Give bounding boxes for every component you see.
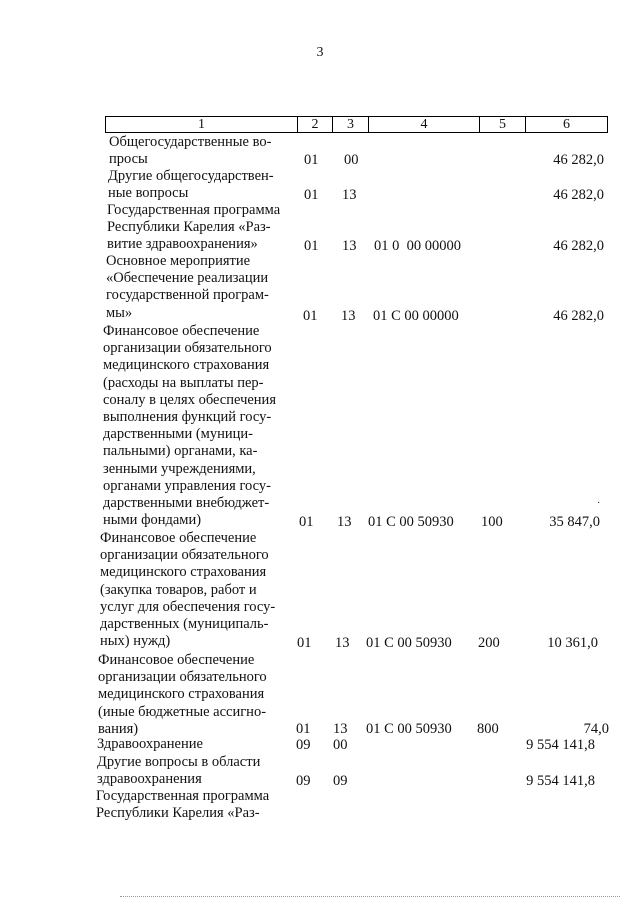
row-section-code: 01 (304, 151, 319, 168)
row-name: Другие вопросы в области здравоохранения (97, 754, 261, 788)
row-amount: 46 282,0 (553, 237, 604, 254)
table-header (105, 116, 608, 133)
row-amount: 9 554 141,8 (526, 772, 595, 789)
row-amount: 46 282,0 (553, 151, 604, 168)
row-section-code: 01 (304, 186, 319, 203)
header-col-2: 2 (298, 117, 333, 132)
row-target-code: 01 С 00 50930 (368, 513, 454, 530)
row-section-code: 09 (296, 772, 311, 789)
row-subsection-code: 13 (342, 237, 357, 254)
header-col-3: 3 (333, 117, 369, 132)
table-row (0, 202, 640, 255)
header-col-5: 5 (480, 117, 526, 132)
row-section-code: 01 (299, 513, 314, 530)
row-amount: 46 282,0 (553, 307, 604, 324)
row-section-code: 09 (296, 736, 311, 753)
scan-dot: · (597, 498, 601, 509)
row-name: Основное мероприятие «Обеспечение реализации государственной програм- мы» (106, 253, 269, 321)
row-amount: 74,0 (583, 720, 609, 737)
table-row (0, 530, 640, 652)
row-amount: 9 554 141,8 (526, 736, 595, 753)
table-row (0, 168, 640, 204)
row-target-code: 01 0 00 00000 (374, 237, 461, 254)
row-subsection-code: 00 (344, 151, 359, 168)
table-row (0, 253, 640, 325)
scan-edge-line (120, 896, 620, 897)
header-col-6: 6 (563, 117, 570, 132)
row-expense-type: 800 (477, 720, 499, 737)
row-subsection-code: 13 (342, 186, 357, 203)
table-row (0, 788, 640, 824)
row-target-code: 01 С 00 50930 (366, 720, 452, 737)
header-col-1: 1 (106, 117, 298, 132)
table-row (0, 134, 640, 169)
row-subsection-code: 00 (333, 736, 348, 753)
row-section-code: 01 (303, 307, 318, 324)
table-row (0, 323, 640, 531)
row-subsection-code: 13 (341, 307, 356, 324)
table-row (0, 754, 640, 790)
row-name: Государственная программа Республики Карелия «Раз- витие здравоохранения» (107, 202, 281, 253)
row-name: Другие общегосударствен- ные вопросы (108, 168, 274, 202)
row-name: Общегосударственные во- просы (109, 134, 272, 168)
row-subsection-code: 09 (333, 772, 348, 789)
row-amount: 10 361,0 (547, 634, 598, 651)
row-subsection-code: 13 (335, 634, 350, 651)
row-section-code: 01 (304, 237, 319, 254)
header-col-4: 4 (369, 117, 480, 132)
row-name: Государственная программа Республики Карелия «Раз- (96, 788, 270, 822)
row-section-code: 01 (296, 720, 311, 737)
row-subsection-code: 13 (333, 720, 348, 737)
row-subsection-code: 13 (337, 513, 352, 530)
row-target-code: 01 С 00 00000 (373, 307, 459, 324)
page-number: 3 (316, 45, 324, 60)
row-expense-type: 200 (478, 634, 500, 651)
row-amount: 46 282,0 (553, 186, 604, 203)
row-name: Здравоохранение (97, 736, 203, 752)
row-name: Финансовое обеспечение организации обязательного медицинского страхования (расходы на выплаты пер- соналу в целях обеспечения выполнения функций госу- дарственными (муници- пальными) органами, ка- зенными учреждениями, органами управления госу- дарственными внебюджет- ными фондами) (103, 323, 276, 529)
row-name: Финансовое обеспечение организации обязательного медицинского страхования (закупка товаров, работ и услуг для обеспечения госу- дарственных (муниципаль- ных) нужд) (100, 530, 276, 650)
row-expense-type: 100 (481, 513, 503, 530)
table-row (0, 652, 640, 738)
row-amount: 35 847,0 (549, 513, 600, 530)
table-row (0, 736, 640, 754)
row-target-code: 01 С 00 50930 (366, 634, 452, 651)
row-name: Финансовое обеспечение организации обязательного медицинского страхования (иные бюджетные ассигно- вания) (98, 652, 267, 737)
row-section-code: 01 (297, 634, 312, 651)
